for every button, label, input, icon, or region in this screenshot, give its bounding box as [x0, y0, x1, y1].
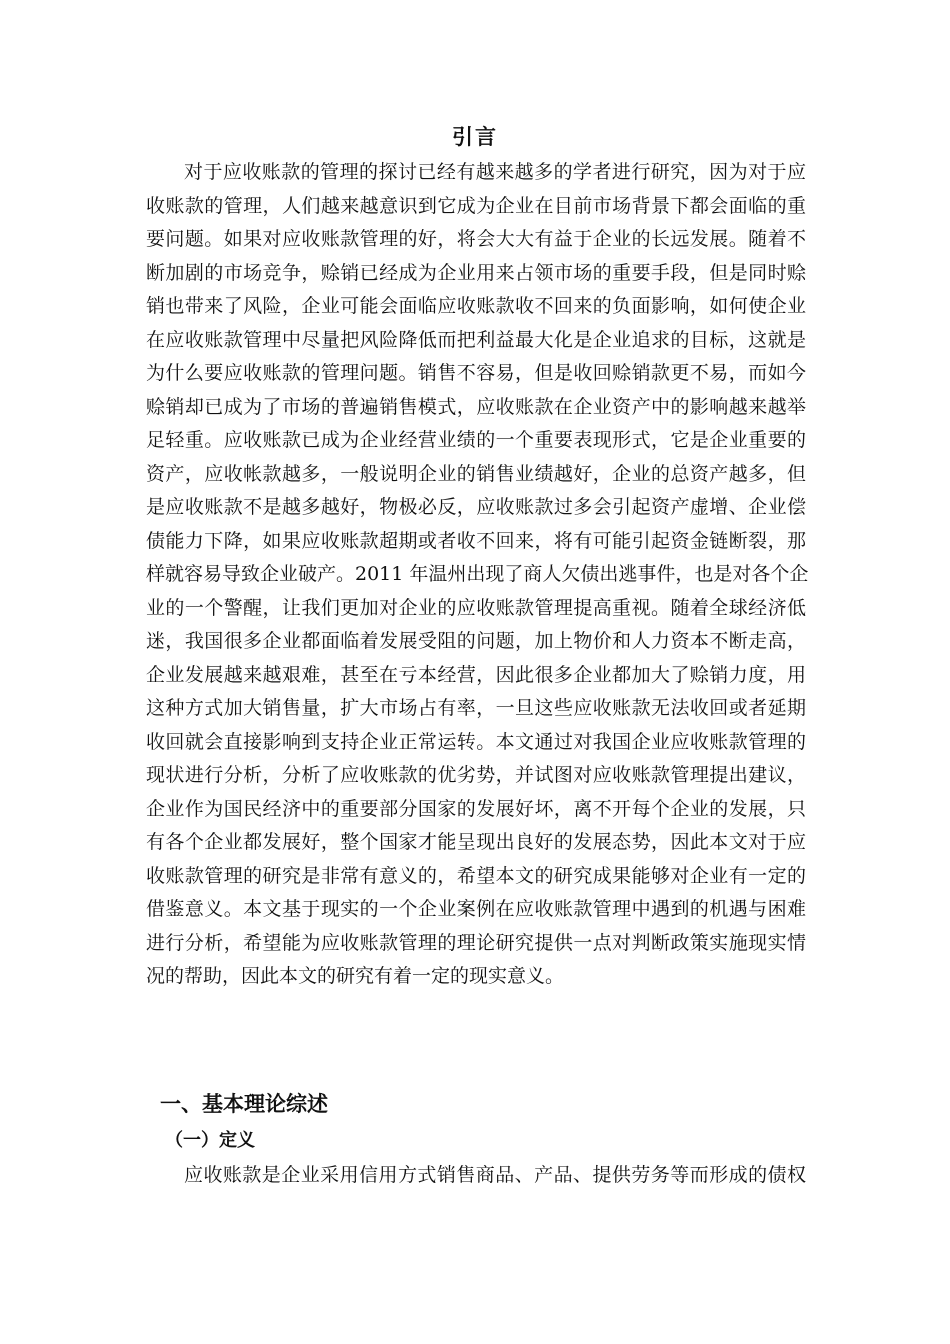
paragraph-line: 对于应收账款的管理的探讨已经有越来越多的学者进行研究，因为对于应 — [184, 161, 806, 183]
paragraph-line: 况的帮助，因此本文的研究有着一定的现实意义。 — [146, 965, 565, 987]
paragraph-line: 为什么要应收账款的管理问题。销售不容易，但是收回赊销款更不易，而如今 — [146, 362, 806, 384]
paragraph-line: 借鉴意义。本文基于现实的一个企业案例在应收账款管理中遇到的机遇与困难 — [146, 898, 806, 920]
paragraph-line: 足轻重。应收账款已成为企业经营业绩的一个重要表现形式，它是企业重要的 — [146, 429, 806, 451]
intro-paragraph — [146, 156, 809, 994]
paragraph-line: 企业发展越来越艰难，甚至在亏本经营，因此很多企业都加大了赊销力度，用 — [146, 663, 806, 686]
paragraph-line: 企业作为国民经济中的重要部分国家的发展好坏，离不开每个企业的发展，只 — [146, 797, 806, 820]
page-title: 引言 — [452, 125, 498, 149]
section-heading: 一、基本理论综述 — [160, 1092, 328, 1116]
paragraph-line: 收账款管理的研究是非常有意义的，希望本文的研究成果能够对企业有一定的 — [146, 864, 806, 887]
paragraph-line: 收账款的管理，人们越来越意识到它成为企业在目前市场背景下都会面临的重 — [146, 194, 806, 217]
paragraph-line: 这种方式加大销售量，扩大市场占有率，一旦这些应收账款无法收回或者延期 — [146, 697, 806, 719]
paragraph-line: 债能力下降，如果应收账款超期或者收不回来，将有可能引起资金链断裂，那 — [146, 529, 806, 552]
paragraph-line: 现状进行分析，分析了应收账款的优劣势，并试图对应收账款管理提出建议， — [146, 764, 806, 786]
subsection-heading: （一）定义 — [165, 1130, 255, 1151]
definition-line: 应收账款是企业采用信用方式销售商品、产品、提供劳务等而形成的债权 — [184, 1164, 806, 1186]
paragraph-line: 样就容易导致企业破产。2011 年温州出现了商人欠债出逃事件，也是对各个企 — [146, 563, 809, 585]
paragraph-line: 进行分析，希望能为应收账款管理的理论研究提供一点对判断政策实施现实情 — [146, 931, 806, 954]
paragraph-line: 断加剧的市场竞争，赊销已经成为企业用来占领市场的重要手段，但是同时赊 — [146, 261, 806, 284]
paragraph-line: 赊销却已成为了市场的普遍销售模式，应收账款在企业资产中的影响越来越举 — [146, 395, 806, 418]
paragraph-line: 有各个企业都发展好，整个国家才能呈现出良好的发展态势，因此本文对于应 — [146, 831, 806, 853]
paragraph-line: 收回就会直接影响到支持企业正常运转。本文通过对我国企业应收账款管理的 — [146, 730, 806, 753]
paragraph-line: 在应收账款管理中尽量把风险降低而把利益最大化是企业追求的目标，这就是 — [146, 328, 806, 351]
paragraph-line: 销也带来了风险，企业可能会面临应收账款收不回来的负面影响，如何使企业 — [146, 295, 806, 317]
paragraph-line: 迷，我国很多企业都面临着发展受阻的问题，加上物价和人力资本不断走高， — [146, 630, 806, 652]
paragraph-line: 资产，应收帐款越多，一般说明企业的销售业绩越好，企业的总资产越多，但 — [146, 462, 806, 485]
paragraph-line: 要问题。如果对应收账款管理的好，将会大大有益于企业的长远发展。随着不 — [146, 228, 806, 250]
paragraph-line: 业的一个警醒，让我们更加对企业的应收账款管理提高重视。随着全球经济低 — [146, 596, 806, 619]
paragraph-line: 是应收账款不是越多越好，物极必反，应收账款过多会引起资产虚增、企业偿 — [146, 496, 806, 518]
